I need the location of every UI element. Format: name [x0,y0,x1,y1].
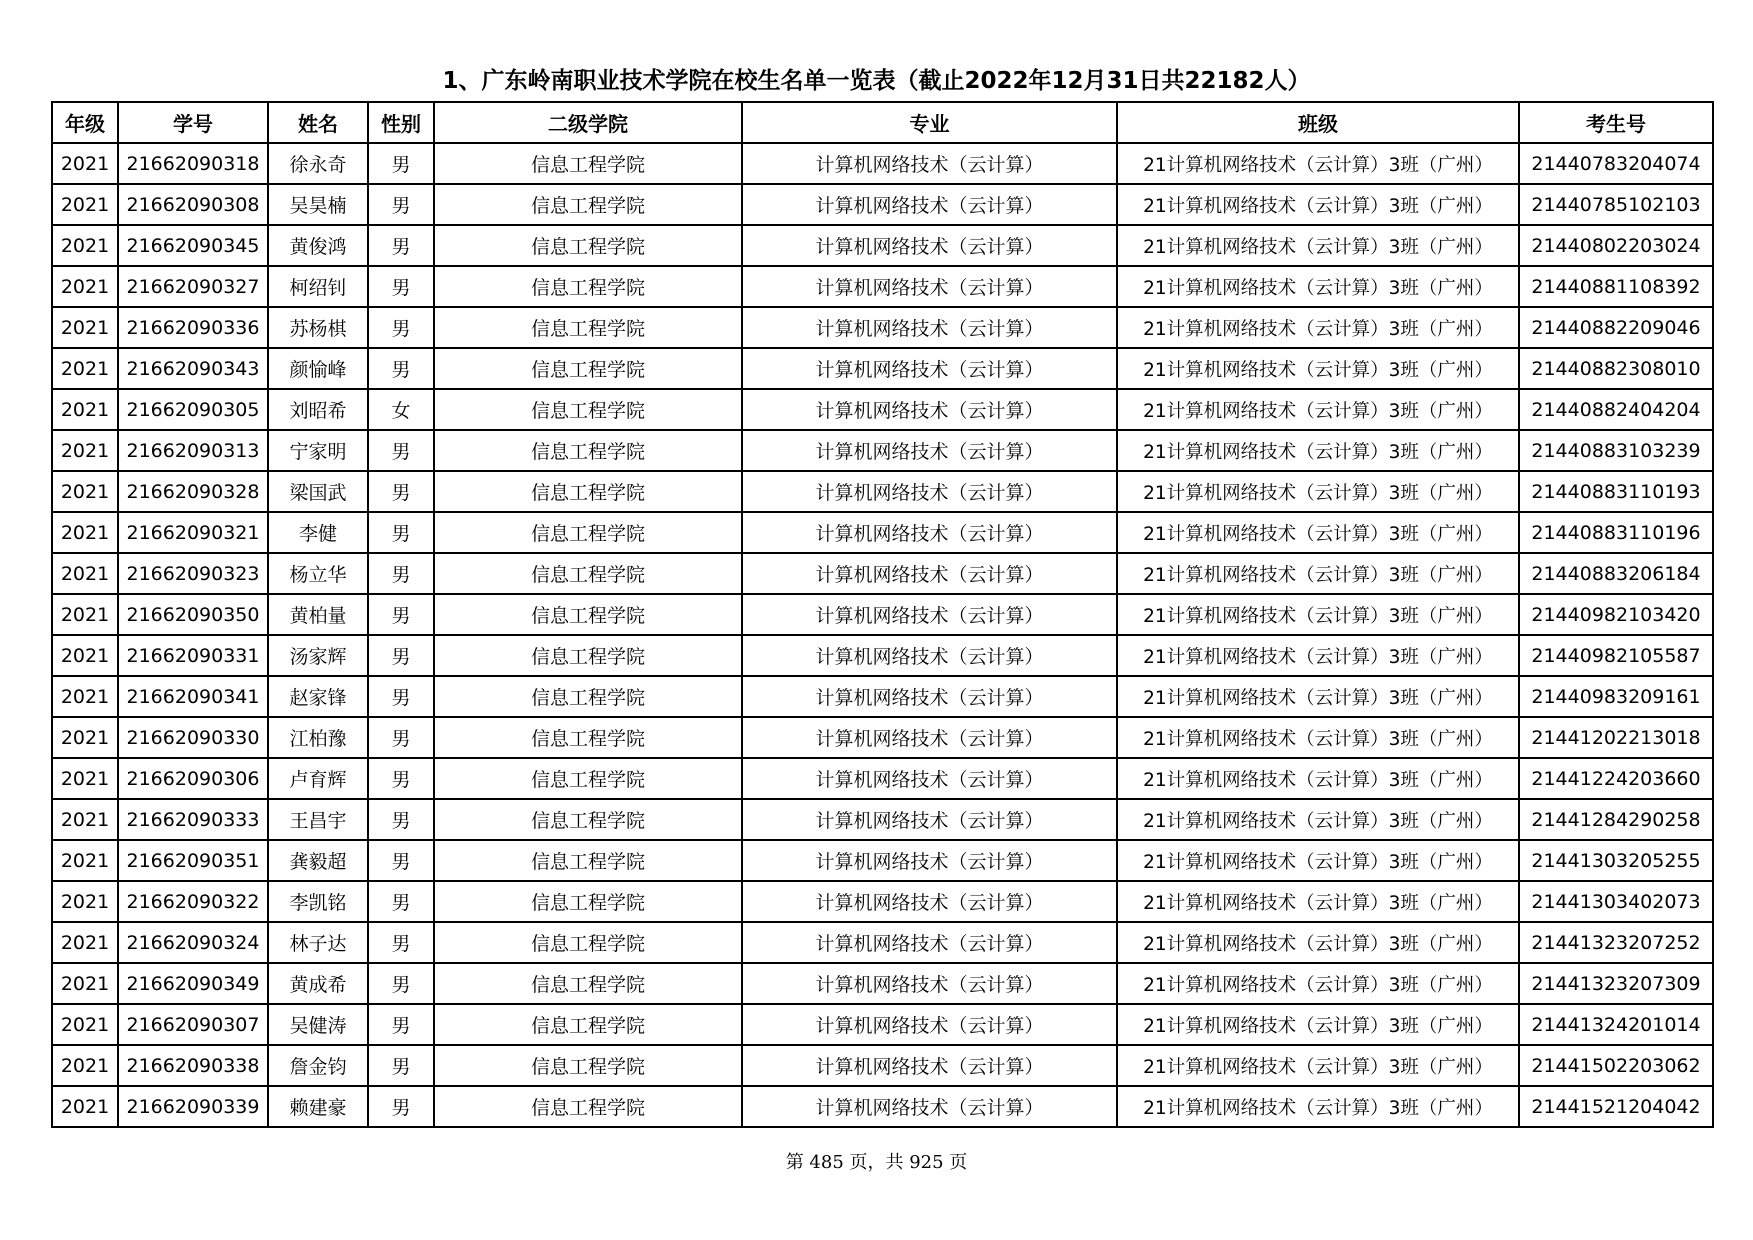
grade-cell: 2021 [52,348,118,389]
gender-cell: 男 [368,881,434,922]
table-row [52,225,1713,266]
grade-cell: 2021 [52,799,118,840]
student-id-cell: 21662090321 [118,512,268,553]
college-cell: 信息工程学院 [434,1004,742,1045]
class-cell: 21计算机网络技术（云计算）3班（广州） [1117,1086,1519,1127]
grade-cell: 2021 [52,1045,118,1086]
college-cell: 信息工程学院 [434,307,742,348]
name-cell: 杨立华 [268,553,368,594]
gender-cell: 男 [368,717,434,758]
gender-cell: 男 [368,676,434,717]
gender-cell: 男 [368,266,434,307]
gender-cell: 男 [368,348,434,389]
exam-number-cell: 21440802203024 [1519,225,1713,266]
gender-cell: 男 [368,635,434,676]
class-cell: 21计算机网络技术（云计算）3班（广州） [1117,389,1519,430]
student-id-cell: 21662090338 [118,1045,268,1086]
grade-cell: 2021 [52,1004,118,1045]
grade-cell: 2021 [52,512,118,553]
college-cell: 信息工程学院 [434,471,742,512]
grade-cell: 2021 [52,594,118,635]
exam-number-cell: 21440883206184 [1519,553,1713,594]
exam-number-cell: 21441303205255 [1519,840,1713,881]
class-cell: 21计算机网络技术（云计算）3班（广州） [1117,799,1519,840]
table-row [52,1004,1713,1045]
grade-cell: 2021 [52,266,118,307]
exam-number-cell: 21440983209161 [1519,676,1713,717]
table-row [52,922,1713,963]
exam-number-cell: 21440982105587 [1519,635,1713,676]
student-id-cell: 21662090322 [118,881,268,922]
college-cell: 信息工程学院 [434,225,742,266]
table-row [52,635,1713,676]
exam-number-cell: 21441323207252 [1519,922,1713,963]
exam-number-cell: 21441324201014 [1519,1004,1713,1045]
column-header-class: 班级 [1117,102,1519,143]
gender-cell: 女 [368,389,434,430]
table-row [52,717,1713,758]
name-cell: 李凯铭 [268,881,368,922]
gender-cell: 男 [368,799,434,840]
gender-cell: 男 [368,143,434,184]
class-cell: 21计算机网络技术（云计算）3班（广州） [1117,184,1519,225]
grade-cell: 2021 [52,676,118,717]
grade-cell: 2021 [52,307,118,348]
name-cell: 苏杨棋 [268,307,368,348]
college-cell: 信息工程学院 [434,717,742,758]
student-id-cell: 21662090306 [118,758,268,799]
table-row [52,143,1713,184]
gender-cell: 男 [368,512,434,553]
name-cell: 颜愉峰 [268,348,368,389]
major-cell: 计算机网络技术（云计算） [742,1004,1117,1045]
grade-cell: 2021 [52,553,118,594]
college-cell: 信息工程学院 [434,676,742,717]
student-roster-table [51,101,1714,1128]
name-cell: 赵家锋 [268,676,368,717]
grade-cell: 2021 [52,963,118,1004]
college-cell: 信息工程学院 [434,389,742,430]
student-id-cell: 21662090333 [118,799,268,840]
major-cell: 计算机网络技术（云计算） [742,307,1117,348]
major-cell: 计算机网络技术（云计算） [742,389,1117,430]
major-cell: 计算机网络技术（云计算） [742,594,1117,635]
grade-cell: 2021 [52,881,118,922]
grade-cell: 2021 [52,758,118,799]
class-cell: 21计算机网络技术（云计算）3班（广州） [1117,225,1519,266]
college-cell: 信息工程学院 [434,594,742,635]
college-cell: 信息工程学院 [434,553,742,594]
student-id-cell: 21662090330 [118,717,268,758]
exam-number-cell: 21440883103239 [1519,430,1713,471]
college-cell: 信息工程学院 [434,266,742,307]
grade-cell: 2021 [52,184,118,225]
grade-cell: 2021 [52,471,118,512]
name-cell: 柯绍钊 [268,266,368,307]
gender-cell: 男 [368,184,434,225]
major-cell: 计算机网络技术（云计算） [742,676,1117,717]
exam-number-cell: 21440882404204 [1519,389,1713,430]
column-header-college: 二级学院 [434,102,742,143]
class-cell: 21计算机网络技术（云计算）3班（广州） [1117,635,1519,676]
table-row [52,430,1713,471]
name-cell: 龚毅超 [268,840,368,881]
exam-number-cell: 21441521204042 [1519,1086,1713,1127]
major-cell: 计算机网络技术（云计算） [742,184,1117,225]
table-row [52,594,1713,635]
college-cell: 信息工程学院 [434,1045,742,1086]
student-id-cell: 21662090313 [118,430,268,471]
exam-number-cell: 21440883110196 [1519,512,1713,553]
gender-cell: 男 [368,1004,434,1045]
student-id-cell: 21662090339 [118,1086,268,1127]
student-id-cell: 21662090308 [118,184,268,225]
table-row [52,184,1713,225]
exam-number-cell: 21440783204074 [1519,143,1713,184]
table-header-row [52,102,1713,143]
class-cell: 21计算机网络技术（云计算）3班（广州） [1117,1004,1519,1045]
exam-number-cell: 21440881108392 [1519,266,1713,307]
college-cell: 信息工程学院 [434,635,742,676]
class-cell: 21计算机网络技术（云计算）3班（广州） [1117,922,1519,963]
major-cell: 计算机网络技术（云计算） [742,717,1117,758]
gender-cell: 男 [368,1045,434,1086]
major-cell: 计算机网络技术（云计算） [742,1045,1117,1086]
college-cell: 信息工程学院 [434,348,742,389]
college-cell: 信息工程学院 [434,758,742,799]
class-cell: 21计算机网络技术（云计算）3班（广州） [1117,266,1519,307]
table-row [52,1086,1713,1127]
gender-cell: 男 [368,594,434,635]
student-id-cell: 21662090318 [118,143,268,184]
exam-number-cell: 21441502203062 [1519,1045,1713,1086]
student-id-cell: 21662090328 [118,471,268,512]
name-cell: 卢育辉 [268,758,368,799]
class-cell: 21计算机网络技术（云计算）3班（广州） [1117,471,1519,512]
column-header-major: 专业 [742,102,1117,143]
name-cell: 刘昭希 [268,389,368,430]
exam-number-cell: 21440785102103 [1519,184,1713,225]
table-row [52,1045,1713,1086]
column-header-gender: 性别 [368,102,434,143]
grade-cell: 2021 [52,717,118,758]
name-cell: 林子达 [268,922,368,963]
exam-number-cell: 21440982103420 [1519,594,1713,635]
college-cell: 信息工程学院 [434,512,742,553]
class-cell: 21计算机网络技术（云计算）3班（广州） [1117,963,1519,1004]
college-cell: 信息工程学院 [434,840,742,881]
grade-cell: 2021 [52,840,118,881]
grade-cell: 2021 [52,143,118,184]
page-title: 1、广东岭南职业技术学院在校生名单一览表（截止2022年12月31日共22182人） [442,68,1311,94]
column-header-exam-number: 考生号 [1519,102,1713,143]
college-cell: 信息工程学院 [434,922,742,963]
major-cell: 计算机网络技术（云计算） [742,922,1117,963]
column-header-grade: 年级 [52,102,118,143]
table-row [52,348,1713,389]
student-id-cell: 21662090327 [118,266,268,307]
grade-cell: 2021 [52,225,118,266]
student-id-cell: 21662090305 [118,389,268,430]
major-cell: 计算机网络技术（云计算） [742,553,1117,594]
gender-cell: 男 [368,1086,434,1127]
class-cell: 21计算机网络技术（云计算）3班（广州） [1117,430,1519,471]
name-cell: 黄俊鸿 [268,225,368,266]
gender-cell: 男 [368,225,434,266]
student-id-cell: 21662090351 [118,840,268,881]
class-cell: 21计算机网络技术（云计算）3班（广州） [1117,143,1519,184]
class-cell: 21计算机网络技术（云计算）3班（广州） [1117,307,1519,348]
name-cell: 李健 [268,512,368,553]
exam-number-cell: 21441224203660 [1519,758,1713,799]
student-id-cell: 21662090350 [118,594,268,635]
class-cell: 21计算机网络技术（云计算）3班（广州） [1117,1045,1519,1086]
gender-cell: 男 [368,307,434,348]
college-cell: 信息工程学院 [434,143,742,184]
class-cell: 21计算机网络技术（云计算）3班（广州） [1117,348,1519,389]
college-cell: 信息工程学院 [434,184,742,225]
college-cell: 信息工程学院 [434,1086,742,1127]
student-id-cell: 21662090349 [118,963,268,1004]
grade-cell: 2021 [52,1086,118,1127]
gender-cell: 男 [368,430,434,471]
student-id-cell: 21662090341 [118,676,268,717]
table-row [52,266,1713,307]
name-cell: 宁家明 [268,430,368,471]
class-cell: 21计算机网络技术（云计算）3班（广州） [1117,840,1519,881]
major-cell: 计算机网络技术（云计算） [742,266,1117,307]
college-cell: 信息工程学院 [434,963,742,1004]
student-id-cell: 21662090336 [118,307,268,348]
student-id-cell: 21662090345 [118,225,268,266]
class-cell: 21计算机网络技术（云计算）3班（广州） [1117,594,1519,635]
table-row [52,389,1713,430]
student-id-cell: 21662090343 [118,348,268,389]
table-row [52,840,1713,881]
class-cell: 21计算机网络技术（云计算）3班（广州） [1117,553,1519,594]
exam-number-cell: 21440882308010 [1519,348,1713,389]
name-cell: 吴昊楠 [268,184,368,225]
major-cell: 计算机网络技术（云计算） [742,963,1117,1004]
major-cell: 计算机网络技术（云计算） [742,225,1117,266]
column-header-name: 姓名 [268,102,368,143]
name-cell: 黄柏量 [268,594,368,635]
gender-cell: 男 [368,471,434,512]
exam-number-cell: 21440882209046 [1519,307,1713,348]
column-header-student-id: 学号 [118,102,268,143]
college-cell: 信息工程学院 [434,799,742,840]
table-body [52,143,1713,1127]
class-cell: 21计算机网络技术（云计算）3班（广州） [1117,881,1519,922]
grade-cell: 2021 [52,430,118,471]
class-cell: 21计算机网络技术（云计算）3班（广州） [1117,758,1519,799]
major-cell: 计算机网络技术（云计算） [742,881,1117,922]
major-cell: 计算机网络技术（云计算） [742,840,1117,881]
gender-cell: 男 [368,758,434,799]
table-row [52,676,1713,717]
exam-number-cell: 21440883110193 [1519,471,1713,512]
student-id-cell: 21662090307 [118,1004,268,1045]
class-cell: 21计算机网络技术（云计算）3班（广州） [1117,512,1519,553]
major-cell: 计算机网络技术（云计算） [742,1086,1117,1127]
table-row [52,799,1713,840]
major-cell: 计算机网络技术（云计算） [742,348,1117,389]
major-cell: 计算机网络技术（云计算） [742,430,1117,471]
table-row [52,471,1713,512]
student-id-cell: 21662090323 [118,553,268,594]
college-cell: 信息工程学院 [434,881,742,922]
class-cell: 21计算机网络技术（云计算）3班（广州） [1117,717,1519,758]
gender-cell: 男 [368,553,434,594]
major-cell: 计算机网络技术（云计算） [742,512,1117,553]
class-cell: 21计算机网络技术（云计算）3班（广州） [1117,676,1519,717]
exam-number-cell: 21441284290258 [1519,799,1713,840]
table-row [52,963,1713,1004]
name-cell: 赖建豪 [268,1086,368,1127]
name-cell: 黄成希 [268,963,368,1004]
major-cell: 计算机网络技术（云计算） [742,758,1117,799]
name-cell: 詹金钧 [268,1045,368,1086]
page-number-footer: 第 485 页，共 925 页 [785,1152,968,1173]
table-row [52,512,1713,553]
exam-number-cell: 21441303402073 [1519,881,1713,922]
exam-number-cell: 21441202213018 [1519,717,1713,758]
exam-number-cell: 21441323207309 [1519,963,1713,1004]
major-cell: 计算机网络技术（云计算） [742,471,1117,512]
table-row [52,307,1713,348]
grade-cell: 2021 [52,635,118,676]
student-id-cell: 21662090331 [118,635,268,676]
gender-cell: 男 [368,922,434,963]
student-id-cell: 21662090324 [118,922,268,963]
grade-cell: 2021 [52,922,118,963]
college-cell: 信息工程学院 [434,430,742,471]
table-row [52,758,1713,799]
name-cell: 梁国武 [268,471,368,512]
name-cell: 徐永奇 [268,143,368,184]
major-cell: 计算机网络技术（云计算） [742,635,1117,676]
table-row [52,553,1713,594]
name-cell: 吴健涛 [268,1004,368,1045]
gender-cell: 男 [368,963,434,1004]
major-cell: 计算机网络技术（云计算） [742,143,1117,184]
gender-cell: 男 [368,840,434,881]
table-row [52,881,1713,922]
name-cell: 汤家辉 [268,635,368,676]
grade-cell: 2021 [52,389,118,430]
major-cell: 计算机网络技术（云计算） [742,799,1117,840]
name-cell: 王昌宇 [268,799,368,840]
name-cell: 江柏豫 [268,717,368,758]
